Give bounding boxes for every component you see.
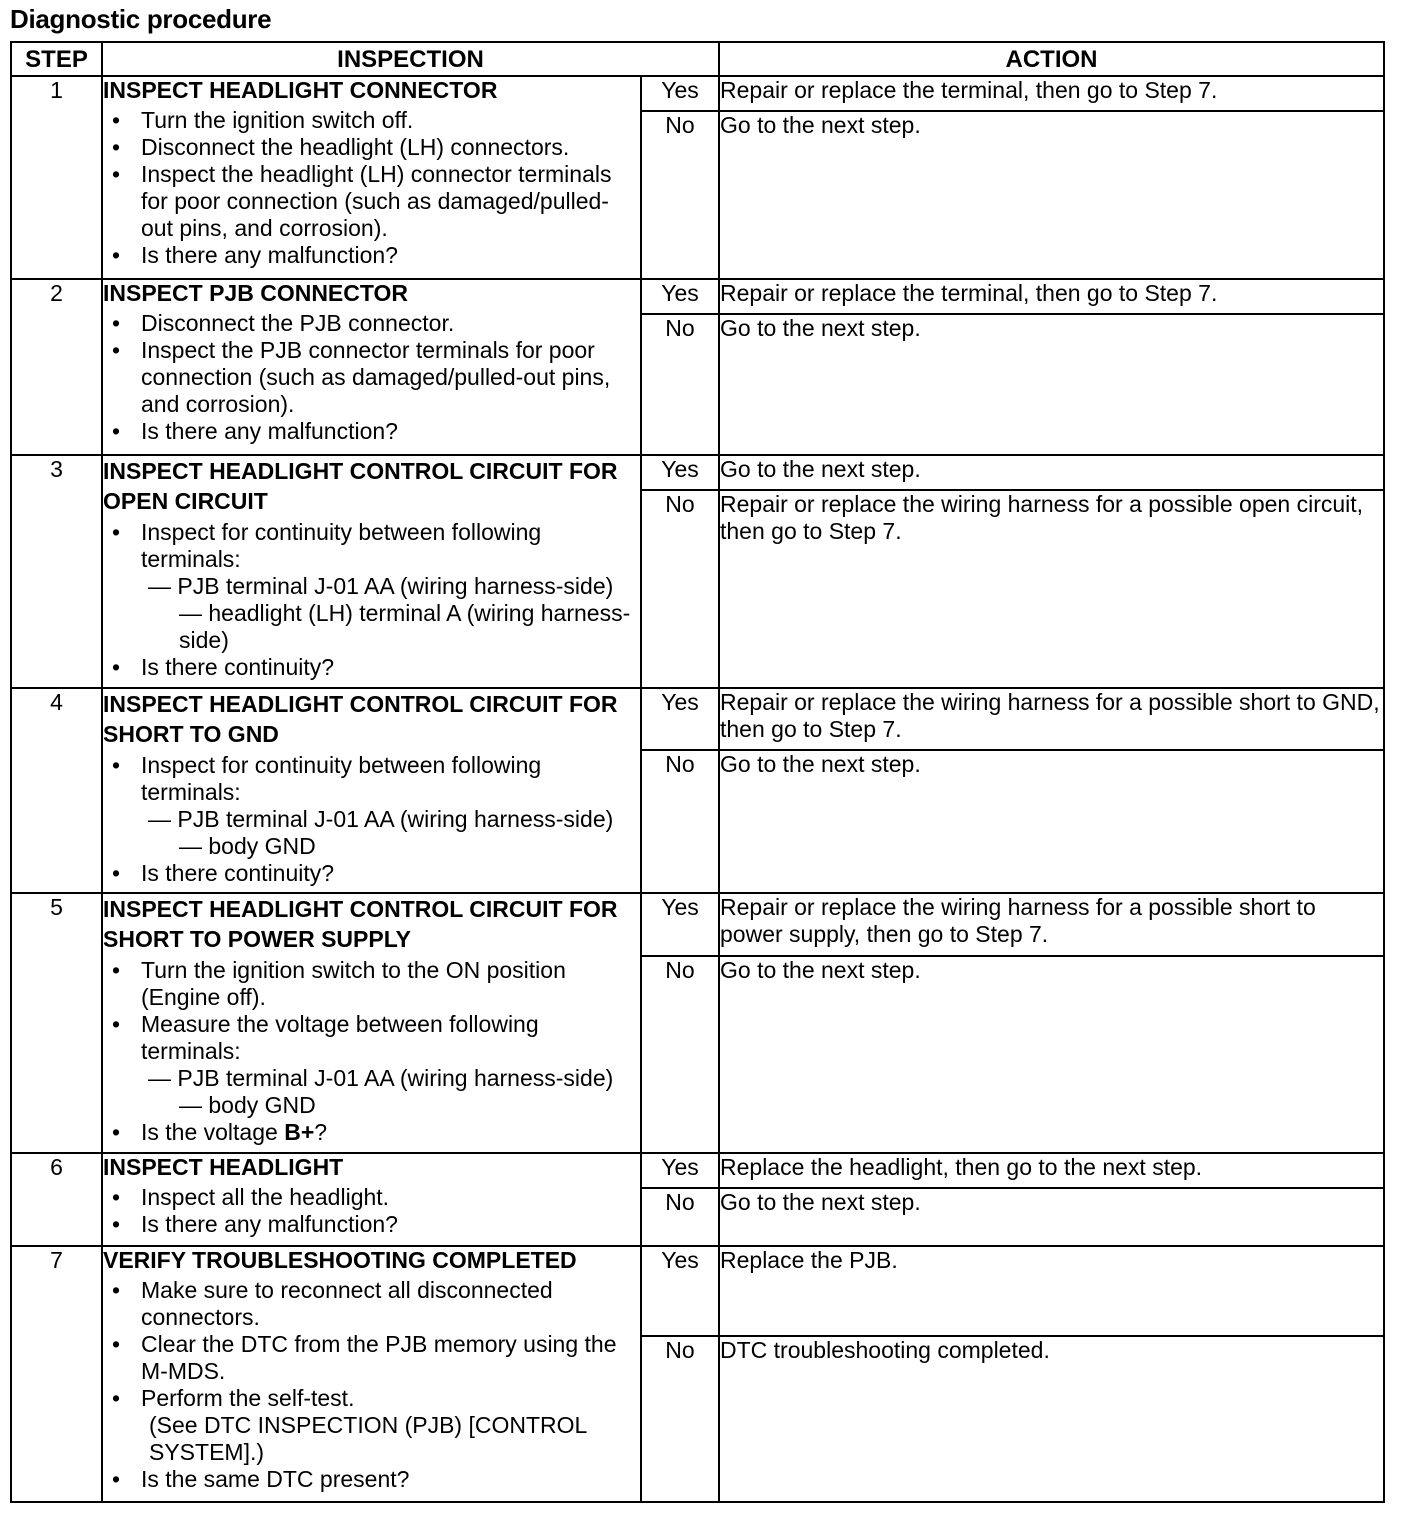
yes-action: Repair or replace the terminal, then go to Step 7. <box>719 76 1384 111</box>
bullet-item <box>103 1385 640 1466</box>
bullet-text: • Inspect for continuity between following terminals: <box>141 518 542 572</box>
step-title: VERIFY TROUBLESHOOTING COMPLETED <box>103 1246 577 1273</box>
bullet-item <box>103 1011 640 1119</box>
inspection-column-header: INSPECTION <box>102 42 719 76</box>
diagnostic-table <box>10 41 1385 1503</box>
no-label: No <box>641 490 719 688</box>
step-4-inspection <box>102 688 641 893</box>
yes-action: Replace the headlight, then go to the next step. <box>719 1153 1384 1188</box>
step-1-yes-row <box>11 76 1384 111</box>
step-number: 3 <box>11 455 102 688</box>
no-action: Repair or replace the wiring harness for a possible open circuit, then go to Step 7. <box>719 490 1384 688</box>
no-label: No <box>641 314 719 454</box>
yes-action: Repair or replace the wiring harness for a possible short to power supply, then go to Step 7. <box>719 893 1384 956</box>
bullet-item <box>103 752 640 860</box>
bullet-item: • Disconnect the PJB connector. <box>103 310 640 337</box>
no-action: Go to the next step. <box>719 1188 1384 1245</box>
no-label: No <box>641 956 719 1153</box>
yes-label: Yes <box>641 893 719 956</box>
header-row <box>11 42 1384 76</box>
bullet-item: • Is there any malfunction? <box>103 242 640 269</box>
step-5-inspection <box>102 893 641 1153</box>
step-number: 1 <box>11 76 102 279</box>
step-6-yes-row <box>11 1153 1384 1188</box>
step-number: 5 <box>11 893 102 1153</box>
bullet-text: • Measure the voltage between following terminals: <box>141 1011 539 1065</box>
step-1-inspection <box>102 76 641 279</box>
step-title: INSPECT HEADLIGHT CONTROL CIRCUIT FOR SHORT TO POWER SUPPLY <box>103 896 618 953</box>
step-7-yes-row <box>11 1246 1384 1336</box>
step-number: 6 <box>11 1153 102 1245</box>
step-column-header: STEP <box>11 42 102 76</box>
step-title: INSPECT HEADLIGHT CONTROL CIRCUIT FOR SHORT TO GND <box>103 690 618 747</box>
bullet-text: Is the voltage <box>141 1119 285 1146</box>
bullet-text: • Inspect for continuity between following terminals: <box>141 751 542 805</box>
action-column-header: ACTION <box>719 42 1384 76</box>
yes-label: Yes <box>641 688 719 750</box>
step-3-inspection <box>102 455 641 688</box>
no-label: No <box>641 111 719 279</box>
no-action: Go to the next step. <box>719 111 1384 279</box>
step-6-inspection <box>102 1153 641 1245</box>
voltage-value: B+ <box>284 1119 315 1146</box>
step-number: 2 <box>11 279 102 454</box>
bullet-item: • Make sure to reconnect all disconnected connectors. <box>103 1277 640 1331</box>
page-heading: Diagnostic procedure <box>10 4 272 34</box>
bullet-item: • Inspect all the headlight. <box>103 1184 640 1211</box>
no-action: Go to the next step. <box>719 314 1384 454</box>
yes-action: Repair or replace the wiring harness for a possible short to GND, then go to Step 7. <box>719 688 1384 750</box>
no-label: No <box>641 1336 719 1502</box>
bullet-item: • Is there any malfunction? <box>103 418 640 445</box>
bullet-item: • Inspect the headlight (LH) connector terminals for poor connection (such as damaged/pulled-out pins, and corrosion). <box>103 161 640 242</box>
yes-label: Yes <box>641 455 719 490</box>
step-title: INSPECT PJB CONNECTOR <box>103 280 409 307</box>
bullet-item: • Is there continuity? <box>103 654 640 681</box>
step-number: 4 <box>11 688 102 893</box>
bullet-text-suffix: ? <box>314 1119 328 1146</box>
terminal-pair: — PJB terminal J-01 AA (wiring harness-side) — headlight (LH) terminal A (wiring harness-side) <box>148 572 631 653</box>
yes-label: Yes <box>641 1153 719 1188</box>
bullet-item: • Is there any malfunction? <box>103 1211 640 1238</box>
no-label: No <box>641 750 719 893</box>
bullet-item: • Turn the ignition switch off. <box>103 107 640 134</box>
bullet-item <box>103 519 640 654</box>
step-2-yes-row <box>11 279 1384 314</box>
see-reference: (See DTC INSPECTION (PJB) [CONTROL SYSTEM].) <box>149 1411 587 1465</box>
bullet-item <box>103 1119 640 1146</box>
bullet-item: • Is the same DTC present? <box>103 1466 640 1493</box>
yes-action: Go to the next step. <box>719 455 1384 490</box>
yes-label: Yes <box>641 279 719 314</box>
step-4-yes-row <box>11 688 1384 750</box>
step-title: INSPECT HEADLIGHT CONTROL CIRCUIT FOR OPEN CIRCUIT <box>103 457 618 514</box>
step-number: 7 <box>11 1246 102 1502</box>
bullet-item: • Is there continuity? <box>103 860 640 887</box>
no-action: Go to the next step. <box>719 750 1384 893</box>
bullet-item: • Disconnect the headlight (LH) connectors. <box>103 134 640 161</box>
yes-action: Repair or replace the terminal, then go to Step 7. <box>719 279 1384 314</box>
yes-action: Replace the PJB. <box>719 1246 1384 1336</box>
step-2-inspection <box>102 279 641 454</box>
step-3-yes-row <box>11 455 1384 490</box>
bullet-text: • Perform the self-test. <box>141 1384 355 1411</box>
bullet-item: • Turn the ignition switch to the ON position (Engine off). <box>103 957 640 1011</box>
no-action: DTC troubleshooting completed. <box>719 1336 1384 1502</box>
step-7-inspection <box>102 1246 641 1502</box>
no-label: No <box>641 1188 719 1245</box>
bullet-item: • Inspect the PJB connector terminals for poor connection (such as damaged/pulled-out pins, and corrosion). <box>103 337 640 418</box>
bullet-item: • Clear the DTC from the PJB memory using the M-MDS. <box>103 1331 640 1385</box>
yes-label: Yes <box>641 1246 719 1336</box>
terminal-pair: — PJB terminal J-01 AA (wiring harness-side) — body GND <box>148 805 614 859</box>
terminal-pair: — PJB terminal J-01 AA (wiring harness-side) — body GND <box>148 1065 614 1119</box>
step-title: INSPECT HEADLIGHT CONNECTOR <box>103 77 498 103</box>
step-5-yes-row <box>11 893 1384 956</box>
step-title: INSPECT HEADLIGHT <box>103 1154 344 1181</box>
no-action: Go to the next step. <box>719 956 1384 1153</box>
yes-label: Yes <box>641 76 719 111</box>
